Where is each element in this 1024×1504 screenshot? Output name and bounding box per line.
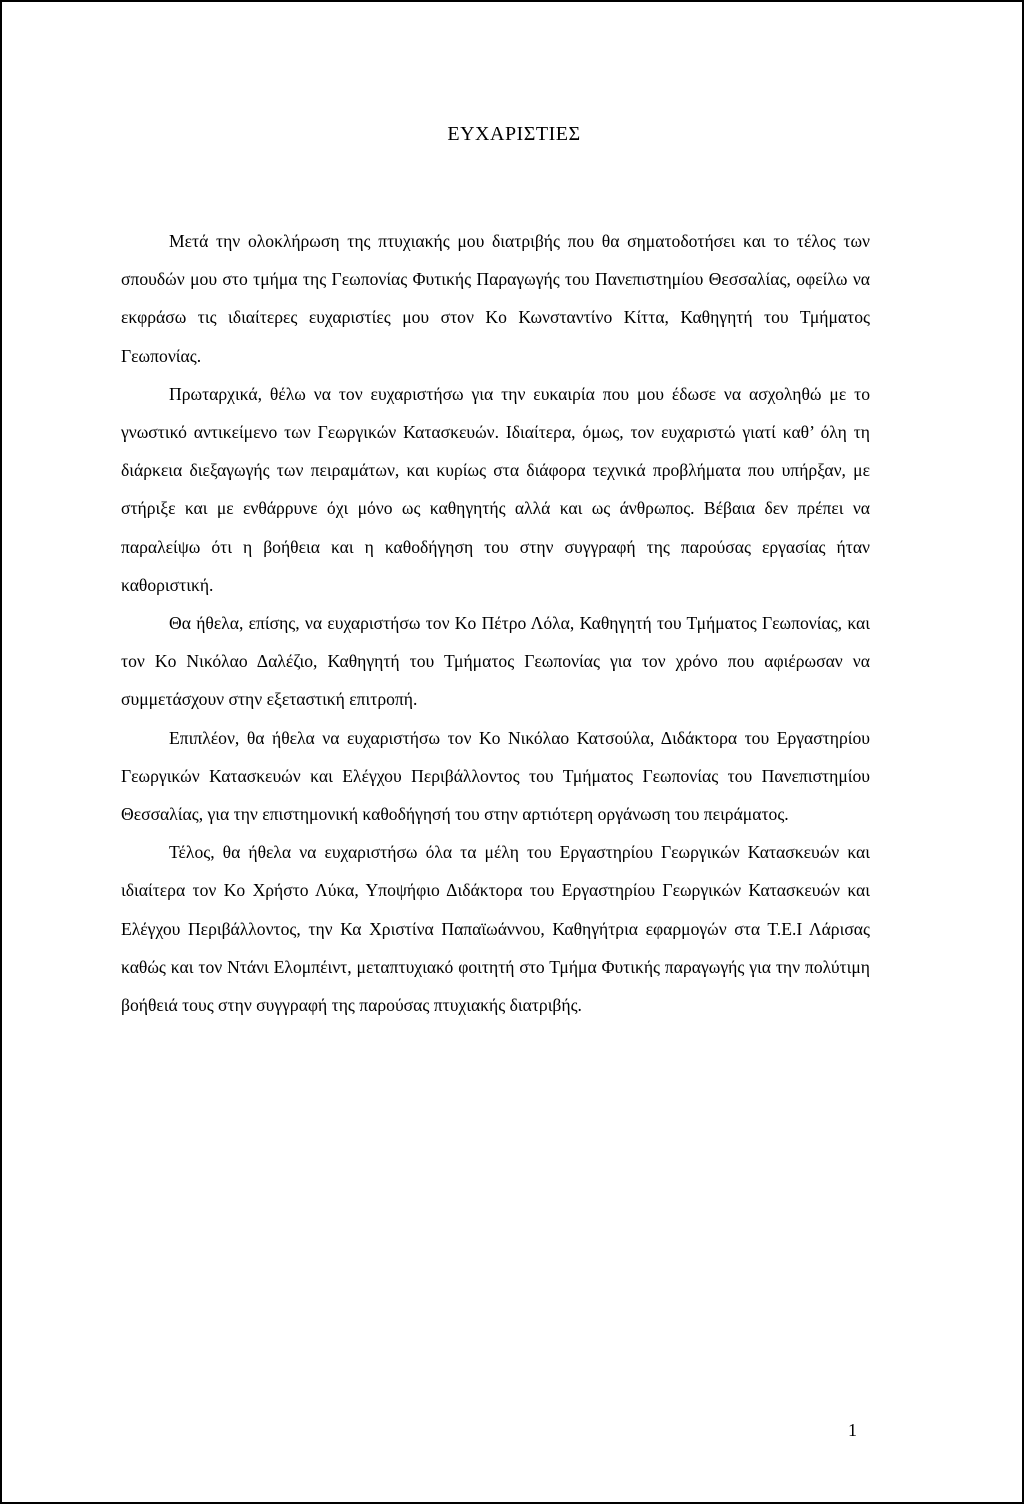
paragraph-3: Θα ήθελα, επίσης, να ευχαριστήσω τον Κο Πέτρο Λόλα, Καθηγητή του Τμήματος Γεωπονίας, και τον Κο Νικόλαο Δαλέζιο, Καθηγητή του Τμήματος Γεωπονίας για τον χρόνο που αφιέρωσαν να συμμετάσχουν στην εξεταστική επιτροπή. xyxy=(121,613,870,710)
paragraph-4: Επιπλέον, θα ήθελα να ευχαριστήσω τον Κο Νικόλαο Κατσούλα, Διδάκτορα του Εργαστηρίου Γεωργικών Κατασκευών και Ελέγχου Περιβάλλοντος του Τμήματος Γεωπονίας του Πανεπιστημίου Θεσσαλίας, για την επιστημονική καθοδήγησή του στην αρτιότερη οργάνωση του πειράματος. xyxy=(121,727,870,825)
page-title: ΕΥΧΑΡΙΣΤΙΕΣ xyxy=(447,123,581,145)
paragraph-2: Πρωταρχικά, θέλω να τον ευχαριστήσω για την ευκαιρία που μου έδωσε να ασχοληθώ με το γνωστικό αντικείμενο των Γεωργικών Κατασκευών. Ιδιαίτερα, όμως, τον ευχαριστώ γιατί καθ’ όλη τη διάρκεια διεξαγωγής των πειραμάτων, και κυρίως στα διάφορα τεχνικά προβλήματα που υπήρξαν, με στήριξε και με ενθάρρυνε όχι μόνο ως καθηγητής αλλά και ως άνθρωπος. Βέβαια δεν πρέπει να παραλείψω ότι η βοήθεια και η καθοδήγηση του στην συγγραφή της παρούσας εργασίας ήταν καθοριστική. xyxy=(121,383,870,595)
paragraph-5: Τέλος, θα ήθελα να ευχαριστήσω όλα τα μέλη του Εργαστηρίου Γεωργικών Κατασκευών και ιδιαίτερα τον Κο Χρήστο Λύκα, Υποψήφιο Διδάκτορα του Εργαστηρίου Γεωργικών Κατασκευών και Ελέγχου Περιβάλλοντος, την Κα Χριστίνα Παπαϊωάννου, Καθηγήτρια εφαρμογών στα Τ.Ε.Ι Λάρισας καθώς και τον Ντάνι Ελομπέιντ, μεταπτυχιακό φοιτητή στο Τμήμα Φυτικής παραγωγής για την πολύτιμη βοήθειά τους στην συγγραφή της παρούσας πτυχιακής διατριβής. xyxy=(121,842,870,1016)
paragraph-1: Μετά την ολοκλήρωση της πτυχιακής μου διατριβής που θα σηματοδοτήσει και το τέλος των σπουδών μου στο τμήμα της Γεωπονίας Φυτικής Παραγωγής του Πανεπιστημίου Θεσσαλίας, οφείλω να εκφράσω τις ιδιαίτερες ευχαριστίες μου στον Κο Κωνσταντίνο Κίττα, Καθηγητή του Τμήματος Γεωπονίας. xyxy=(121,231,870,366)
document-body xyxy=(121,222,870,1024)
page-number: 1 xyxy=(848,1420,857,1440)
